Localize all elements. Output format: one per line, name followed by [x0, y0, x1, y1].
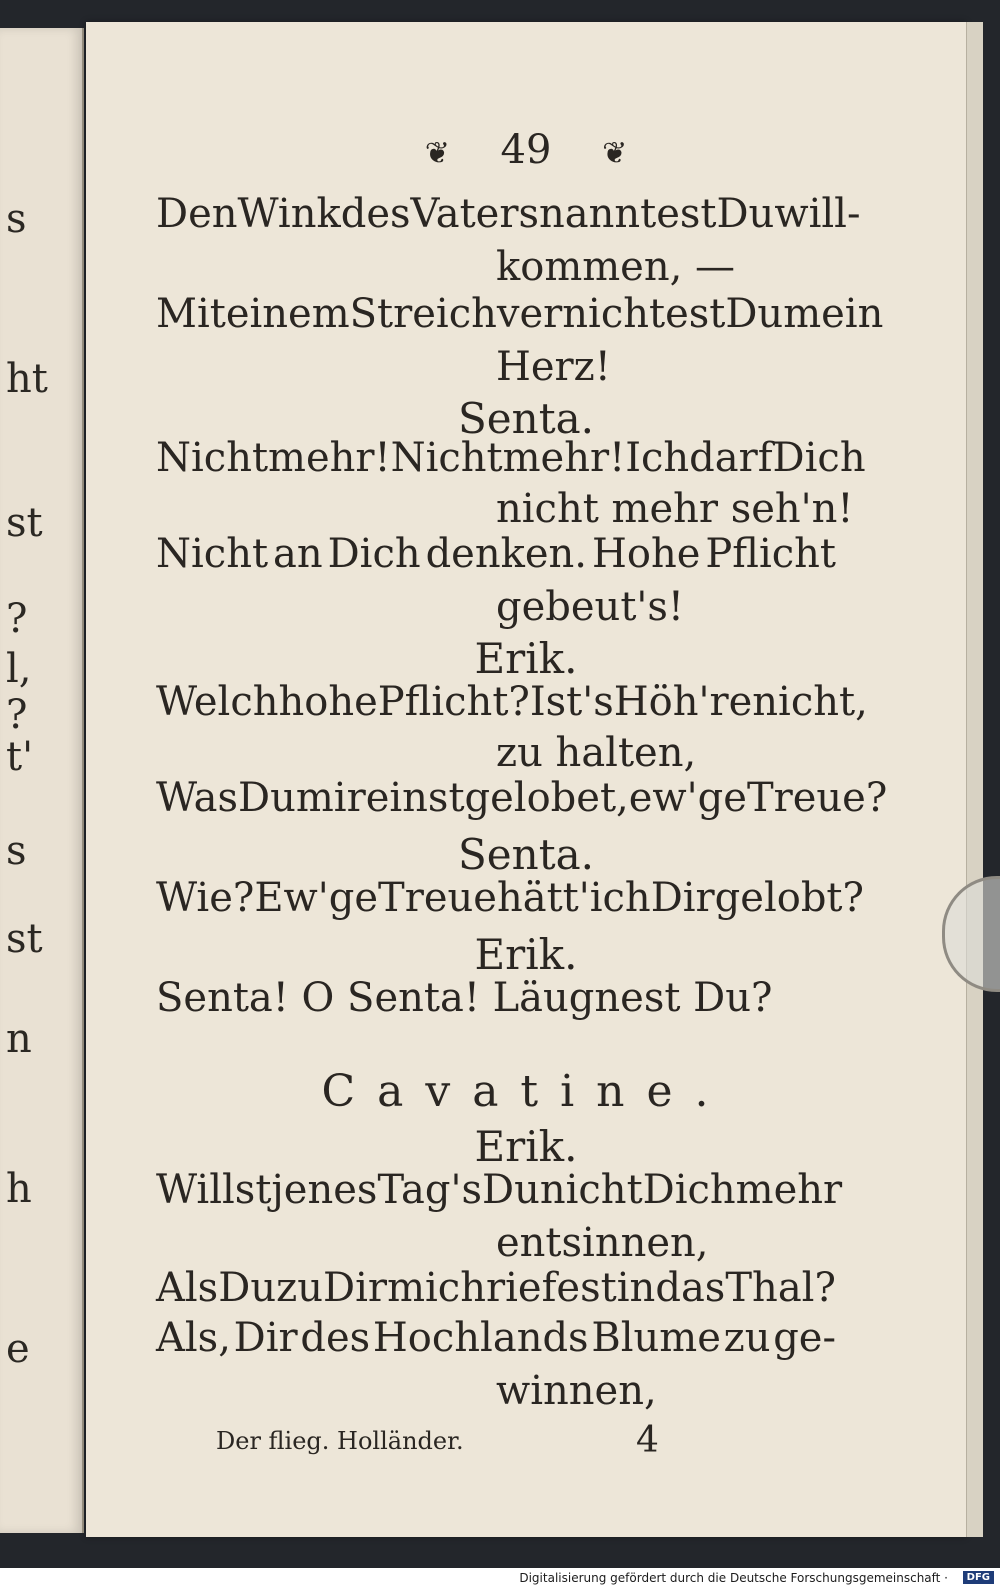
verse-word: will-: [774, 191, 861, 237]
verse-word: Nicht: [390, 435, 503, 481]
verse-word: Pflicht: [705, 531, 836, 577]
verse-word: Hochlands: [372, 1315, 589, 1361]
verse-word: Dich: [327, 531, 421, 577]
speaker-name: Senta.: [458, 830, 594, 879]
verse-continuation: Herz!: [496, 344, 611, 390]
verse-word: hätt': [496, 875, 590, 921]
verse-word: Streich: [349, 291, 497, 337]
verse-word: mir: [295, 775, 366, 821]
left-page-fragment: s: [6, 196, 27, 242]
verse-word: Pflicht?: [377, 679, 530, 725]
verse-word: vernichtest: [496, 291, 726, 337]
left-page-fragment: s: [6, 828, 27, 874]
verse-line: [156, 679, 868, 725]
verse-continuation: zu halten,: [496, 730, 697, 776]
verse-word: Du: [716, 191, 775, 237]
verse-word: Du: [482, 1167, 540, 1213]
verse-line: [156, 191, 861, 237]
verse-continuation: entsinnen,: [496, 1220, 709, 1266]
verse-line: [156, 1265, 836, 1311]
book-page: [86, 22, 966, 1537]
verse-word: Du: [218, 1265, 277, 1311]
verse-word: ew'ge: [628, 775, 747, 821]
verse-continuation: nicht mehr seh'n!: [496, 486, 854, 532]
verse-word: Du: [238, 775, 296, 821]
left-page: [0, 28, 84, 1533]
verse-word: Dir: [323, 1265, 388, 1311]
verse-word: nanntest: [539, 191, 717, 237]
verse-word: Vaters: [410, 191, 539, 237]
ornament-icon: ❦: [602, 136, 628, 171]
verse-word: Was: [156, 775, 239, 821]
verse-word: Blume: [591, 1315, 721, 1361]
verse-word: riefest: [486, 1265, 617, 1311]
page-number: 49: [500, 127, 552, 173]
verse-word: Dir: [233, 1315, 298, 1361]
page-edge: [966, 22, 983, 1537]
left-page-fragment: l,: [6, 646, 32, 692]
verse-word: Thal?: [725, 1265, 836, 1311]
speaker-name: Erik.: [474, 1122, 578, 1171]
verse-line: Senta! O Senta! Läugnest Du?: [156, 975, 773, 1021]
left-page-fragment: t': [6, 734, 34, 780]
verse-line: [156, 775, 888, 821]
left-page-fragment: e: [6, 1326, 30, 1372]
verse-word: Treue: [378, 875, 497, 921]
verse-word: Den: [156, 191, 238, 237]
verse-word: mehr!: [268, 435, 391, 481]
verse-word: jenes: [271, 1167, 378, 1213]
speaker-name: Erik.: [474, 634, 578, 683]
speaker-name: Erik.: [474, 930, 578, 979]
verse-word: Dir: [650, 875, 715, 921]
verse-word: mich: [387, 1265, 486, 1311]
verse-word: gelobt?: [714, 875, 864, 921]
verse-word: mehr: [735, 1167, 843, 1213]
verse-word: hohe: [278, 679, 378, 725]
verse-word: Wink: [237, 191, 341, 237]
verse-word: einem: [225, 291, 350, 337]
verse-word: Ew'ge: [254, 875, 379, 921]
verse-word: mein: [783, 291, 884, 337]
verse-line: [156, 291, 884, 337]
left-page-fragment: st: [6, 500, 43, 546]
verse-word: Ist's: [529, 679, 614, 725]
verse-word: des: [340, 191, 411, 237]
credit-bar: [0, 1568, 1000, 1591]
verse-line: [156, 1315, 836, 1361]
verse-word: Mit: [156, 291, 226, 337]
verse-word: Dich: [772, 435, 866, 481]
verse-line: [156, 1167, 843, 1213]
verse-word: Nicht: [156, 435, 269, 481]
section-heading: Cavatine.: [321, 1066, 731, 1117]
verse-line: [156, 875, 864, 921]
verse-word: einst: [365, 775, 465, 821]
verse-line: [156, 531, 836, 577]
verse-continuation: winnen,: [496, 1368, 657, 1414]
verse-word: Dich: [642, 1167, 736, 1213]
left-page-fragment: st: [6, 916, 43, 962]
verse-word: darf: [689, 435, 773, 481]
credit-text: Digitalisierung gefördert durch die Deutsche Forschungsgemeinschaft ·: [519, 1571, 948, 1585]
verse-word: gelobet,: [464, 775, 629, 821]
verse-word: Treue?: [746, 775, 888, 821]
verse-word: Welch: [156, 679, 279, 725]
verse-continuation: kommen, —: [496, 244, 736, 290]
verse-word: Hohe: [591, 531, 701, 577]
verse-word: zu: [276, 1265, 323, 1311]
left-page-fragment: n: [6, 1016, 32, 1062]
left-page-fragment: ?: [6, 596, 28, 642]
verse-word: ge-: [773, 1315, 836, 1361]
verse-word: zu: [723, 1315, 771, 1361]
page-header: [86, 127, 966, 173]
left-page-fragment: h: [6, 1166, 32, 1212]
verse-word: an: [273, 531, 323, 577]
verse-word: Als,: [156, 1315, 231, 1361]
dfg-logo: DFG: [963, 1571, 994, 1584]
verse-word: nicht,: [752, 679, 868, 725]
verse-word: in: [616, 1265, 656, 1311]
verse-word: Nicht: [156, 531, 269, 577]
verse-word: Ich: [625, 435, 690, 481]
speaker-name: Senta.: [458, 394, 594, 443]
verse-word: ich: [589, 875, 651, 921]
verse-continuation: gebeut's!: [496, 584, 684, 630]
verse-word: nicht: [539, 1167, 643, 1213]
verse-word: Du: [725, 291, 784, 337]
signature-mark: 4: [636, 1420, 659, 1461]
verse-word: des: [300, 1315, 371, 1361]
left-page-fragment: ?: [6, 692, 28, 738]
verse-line: [156, 435, 866, 481]
verse-word: Tag's: [377, 1167, 482, 1213]
verse-word: das: [655, 1265, 726, 1311]
ornament-icon: ❦: [424, 136, 450, 171]
running-title: Der flieg. Holländer.: [216, 1427, 464, 1455]
verse-word: denken.: [425, 531, 588, 577]
verse-word: Als: [156, 1265, 219, 1311]
left-page-fragment: ht: [6, 356, 48, 402]
verse-word: Willst: [156, 1167, 272, 1213]
verse-word: Wie?: [156, 875, 255, 921]
verse-word: Höh're: [613, 679, 753, 725]
verse-word: mehr!: [502, 435, 626, 481]
